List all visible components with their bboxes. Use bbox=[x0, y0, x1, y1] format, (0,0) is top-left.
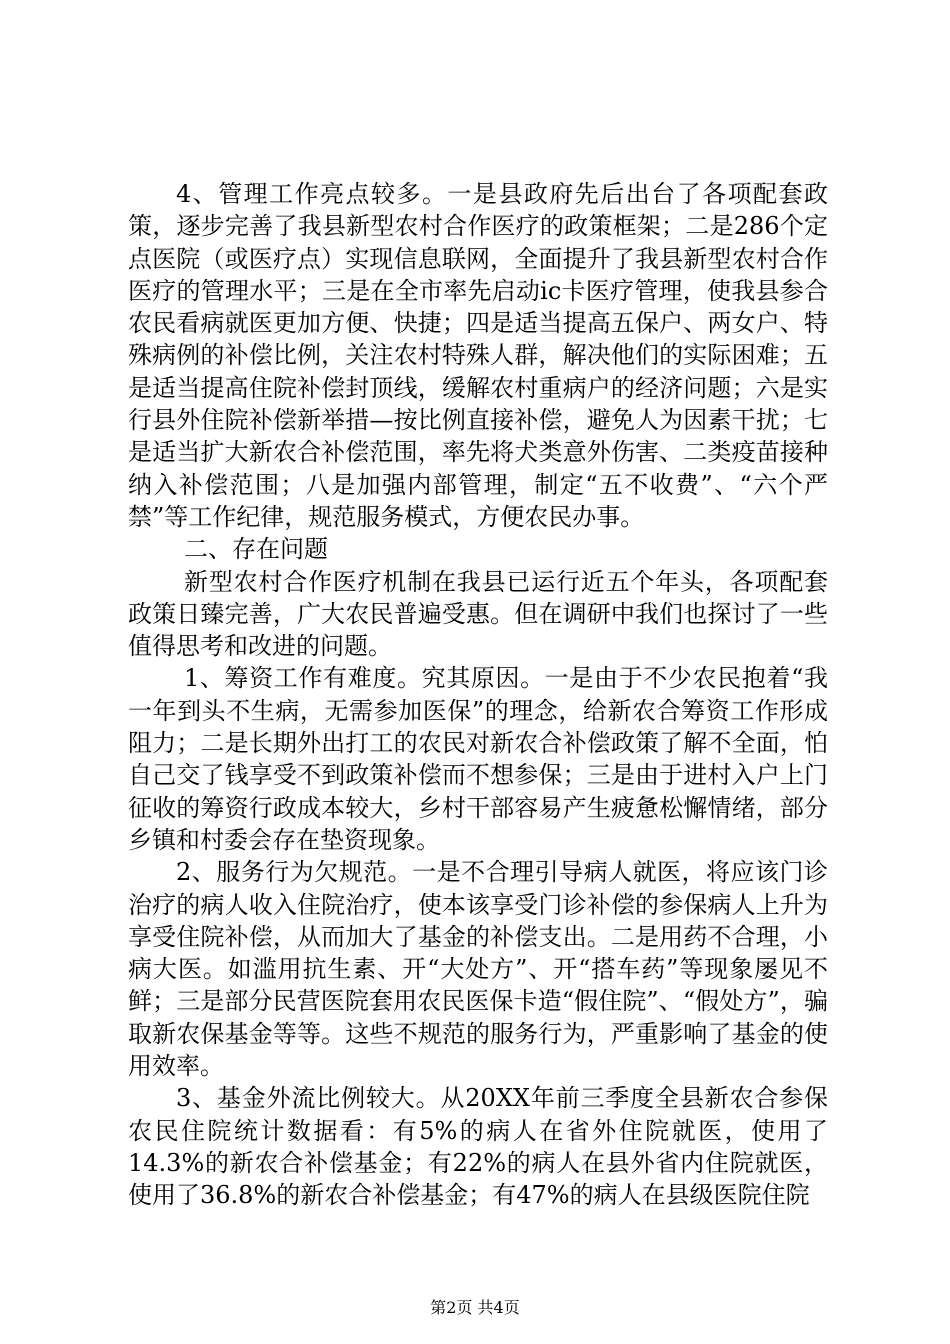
section-heading-existing-problems: 二、存在问题 bbox=[184, 535, 328, 564]
paragraph-management-highlights: 4、管理工作亮点较多。一是县政府先后出台了各项配套政策，逐步完善了我县新型农村合作医疗的政策框架；二是286个定点医院（或医疗点）实现信息联网，全面提升了我县新型农村合作医疗的管理水平；三是在全市率先启动ic卡医疗管理，使我县参合农民看病就医更加方便、快捷；四是适当提高五保户、两女户、特殊病例的补偿比例，关注农村特殊人群，解决他们的实际困难；五是适当提高住院补偿封顶线，缓解农村重病户的经济问题；六是实行县外住院补偿新举措—按比例直接补偿，避免人为因素干扰；七是适当扩大新农合补偿范围，率先将犬类意外伤害、二类疫苗接种纳入补偿范围；八是加强内部管理，制定“五不收费”、“六个严禁”等工作纪律，规范服务模式，方便农民办事。 bbox=[128, 180, 828, 531]
paragraph-problems-intro: 新型农村合作医疗机制在我县已运行近五个年头，各项配套政策日臻完善，广大农民普遍受惠。但在调研中我们也探讨了一些值得思考和改进的问题。 bbox=[128, 567, 828, 661]
paragraph-service-behavior: 2、服务行为欠规范。一是不合理引导病人就医，将应该门诊治疗的病人收入住院治疗，使本该享受门诊补偿的参保病人上升为享受住院补偿，从而加大了基金的补偿支出。二是用药不合理，小病大医。如滥用抗生素、开“大处方”、开“搭车药”等现象屡见不鲜；三是部分民营医院套用农民医保卡造“假住院”、“假处方”，骗取新农保基金等等。这些不规范的服务行为，严重影响了基金的使用效率。 bbox=[128, 858, 828, 1081]
page-footer: 第2页 共4页 bbox=[430, 1298, 520, 1317]
document-body bbox=[128, 178, 828, 1212]
paragraph-fundraising-difficulty: 1、筹资工作有难度。究其原因。一是由于不少农民抱着“我一年到头不生病，无需参加医保”的理念，给新农合筹资工作形成阻力；二是长期外出打工的农民对新农合补偿政策了解不全面，怕自己交了钱享受不到政策补偿而不想参保；三是由于进村入户上门征收的筹资行政成本较大，乡村干部容易产生疲惫松懈情绪，部分乡镇和村委会存在垫资现象。 bbox=[128, 664, 828, 854]
paragraph-fund-outflow: 3、基金外流比例较大。从20XX年前三季度全县新农合参保农民住院统计数据看：有5%的病人在省外住院就医，使用了14.3%的新农合补偿基金；有22%的病人在县外省内住院就医，使用了36.8%的新农合补偿基金；有47%的病人在县级医院住院 bbox=[128, 1084, 828, 1210]
